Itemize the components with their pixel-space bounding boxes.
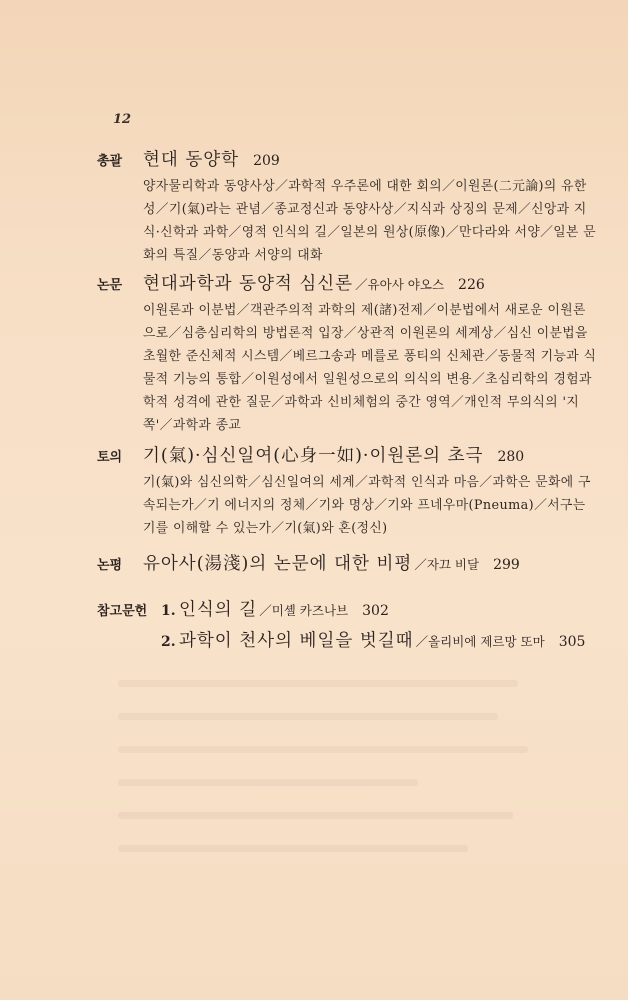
entry-summary: 양자물리학과 동양사상／과학적 우주론에 대한 회의／이원론(二元論)의 유한성／기(氣)라는 관념／종교정신과 동양사상／지식과 상징의 문제／신앙과 지식·신학과 과학／영적 인식의 길／일본의 원상(原像)／만다라와 서양／일본 문화의 특질／동양과 서양의 대화 [143, 179, 597, 263]
toc-references [97, 596, 597, 652]
entry-page-number: 226 [458, 277, 485, 293]
entry-summary: 기(氣)와 심신의학／심신일여의 세계／과학적 인식과 마음／과학은 문화에 구속되는가／기 에너지의 정체／기와 명상／기와 프네우마(Pneuma)／서구는 기를 이해할 수 있는가／기(氣)와 혼(정신) [143, 475, 591, 536]
entry-author: ／유아사 야오스 [355, 277, 445, 292]
reference-page-number: 305 [558, 634, 586, 650]
reference-author: ／올리비에 제르망 또마 [415, 634, 545, 649]
entry-page-number: 299 [493, 557, 520, 573]
entry-author: ／자끄 비달 [414, 557, 480, 572]
entry-tag: 논평 [97, 558, 123, 573]
toc-entry-overview [97, 146, 597, 267]
reference-number: 2. [161, 634, 176, 650]
references-tag: 참고문헌 [97, 604, 148, 619]
toc-entry-discussion [97, 442, 597, 540]
paper-show-through [118, 680, 538, 878]
entry-title: 현대과학과 동양적 심신론 [143, 274, 354, 294]
entry-title: 기(氣)·심신일여(心身一如)·이원론의 초극 [143, 446, 484, 466]
entry-page-number: 280 [497, 449, 525, 465]
entry-title: 현대 동양학 [143, 150, 240, 170]
reference-page-number: 302 [362, 603, 389, 619]
reference-item [161, 596, 389, 621]
toc-entry-review [97, 550, 597, 575]
entry-summary: 이원론과 이분법／객관주의적 과학의 제(諸)전제／이분법에서 새로운 이원론으로／심층심리학의 방법론적 입장／상관적 이원론의 세계상／심신 이분법을 초월한 준신체적 시스템／베르그송과 메를로 퐁티의 신체관／동물적 기능과 식물적 기능의 통합／이원성에서 일원성으로의 의식의 변용／초심리학의 경험과학적 성격에 관한 질문／과학과 신비체험의 중간 영역／개인적 무의식의 '지쪽'／과학과 종교 [143, 303, 597, 433]
entry-tag: 토의 [97, 450, 123, 465]
entry-page-number: 209 [253, 153, 280, 169]
reference-number: 1. [161, 603, 176, 619]
reference-item [161, 627, 597, 652]
reference-title: 인식의 길 [179, 600, 258, 620]
entry-tag: 논문 [97, 278, 123, 293]
reference-author: ／미셸 카즈나브 [259, 603, 349, 618]
entry-title: 유아사(湯淺)의 논문에 대한 비평 [143, 554, 413, 574]
toc-entry-paper [97, 270, 597, 437]
reference-title: 과학이 천사의 베일을 벗길때 [179, 631, 414, 651]
page-number: 12 [113, 112, 132, 127]
entry-tag: 총괄 [97, 154, 123, 169]
